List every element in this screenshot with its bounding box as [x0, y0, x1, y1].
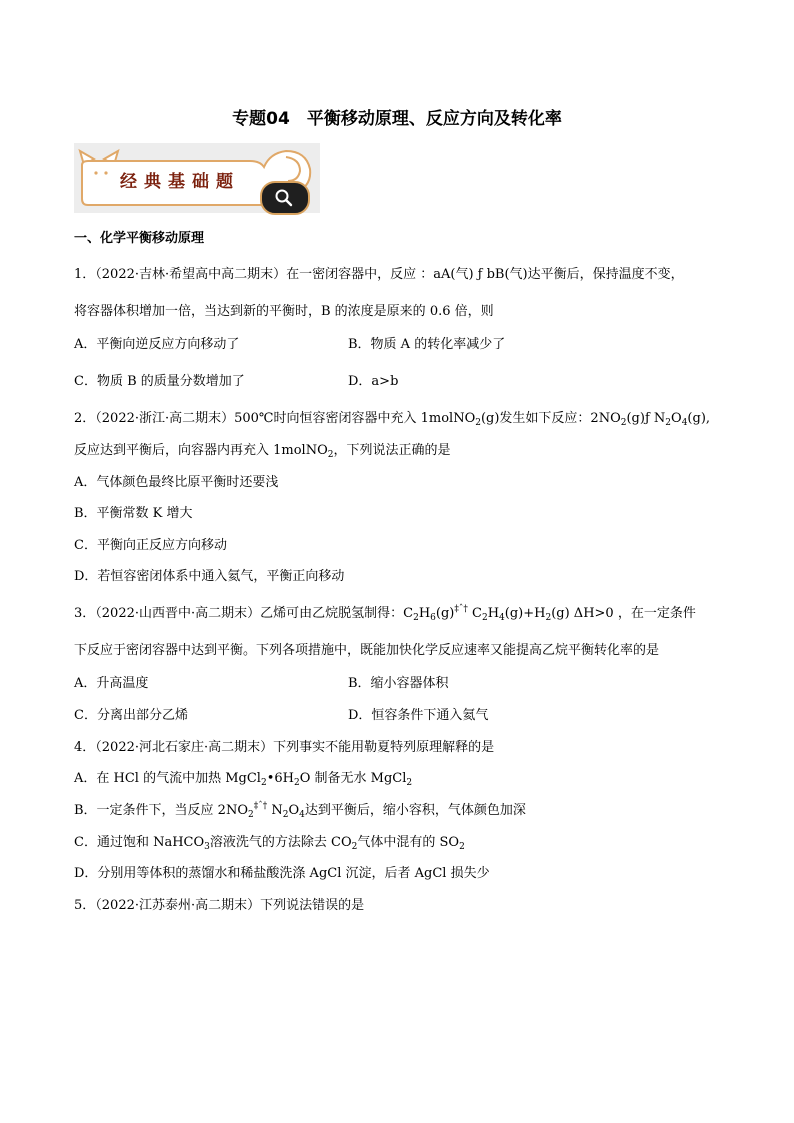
question-1-stem: 1．（2022·吉林·希望高中高二期末）在一密闭容器中，反应 ：aA(气) ƒ bB(气)达平衡后，保持温度不变， [74, 267, 684, 282]
question-2-stem-cont: 反应达到平衡后，向容器内再充入 1molNO$_2$，下列说法正确的是 [74, 443, 451, 460]
question-2-option-b: B．平衡常数 K 增大 [74, 506, 193, 521]
question-1-option-b: B．物质 A 的转化率减少了 [348, 337, 506, 352]
question-1-stem-cont: 将容器体积增加一倍，当达到新的平衡时，B 的浓度是原来的 0.6 倍，则 [74, 304, 494, 319]
question-1-option-d: D．a>b [348, 374, 399, 389]
search-icon [274, 188, 294, 208]
question-3-option-b: B．缩小容器体积 [348, 676, 449, 691]
question-3-option-a: A．升高温度 [74, 676, 149, 691]
question-4-option-d: D．分别用等体积的蒸馏水和稀盐酸洗涤 AgCl 沉淀，后者 AgCl 损失少 [74, 866, 490, 881]
question-5-stem: 5．（2022·江苏泰州·高二期末）下列说法错误的是 [74, 898, 365, 913]
question-2-stem: 2．（2022·浙江·高二期末）500℃时向恒容密闭容器中充入 1molNO$_2$(g)发生如下反应：$2NO_2(g)ƒ$ $N_2O_4(g)$, [74, 411, 711, 428]
banner-label: 经典基础题 [120, 172, 240, 192]
question-2-option-d: D．若恒容密闭体系中通入氦气，平衡正向移动 [74, 569, 345, 584]
page-title: 专题04 平衡移动原理、反应方向及转化率 [232, 109, 562, 129]
question-3-option-d: D．恒容条件下通入氦气 [348, 708, 489, 723]
section-banner [74, 143, 320, 213]
question-1-option-c: C．物质 B 的质量分数增加了 [74, 374, 245, 389]
question-2-option-c: C．平衡向正反应方向移动 [74, 538, 227, 553]
question-2-option-a: A．气体颜色最终比原平衡时还要浅 [74, 475, 279, 490]
question-1-option-a: A．平衡向逆反应方向移动了 [74, 337, 240, 352]
question-3-stem: 3．（2022·山西晋中·高二期末）乙烯可由乙烷脱氢制得：$C_2H_6(g)^{\ddagger ˆ\dagger}$ $C_2H_4(g)+H_2(g)$ ΔH>0 ，在一定条件 [74, 604, 696, 623]
question-4-option-c: C．通过饱和 NaHCO$_3$溶液洗气的方法除去 $CO_2$气体中混有的 $SO_2$ [74, 835, 465, 852]
question-4-option-b: B．一定条件下，当反应 $2NO_2^{\ddagger ˆ\dagger}$ $N_2O_4$达到平衡后，缩小容积，气体颜色加深 [74, 801, 526, 820]
question-3-stem-cont: 下反应于密闭容器中达到平衡。下列各项措施中，既能加快化学反应速率又能提高乙烷平衡转化率的是 [74, 643, 660, 658]
search-button[interactable] [260, 181, 310, 215]
question-4-option-a: A．在 HCl 的气流中加热 $MgCl_2•6H_2O$ 制备无水 MgCl$_2$ [74, 771, 413, 788]
question-4-stem: 4．（2022·河北石家庄·高二期末）下列事实不能用勒夏特列原理解释的是 [74, 740, 495, 755]
question-3-option-c: C．分离出部分乙烯 [74, 708, 188, 723]
section-heading: 一、化学平衡移动原理 [74, 231, 205, 246]
